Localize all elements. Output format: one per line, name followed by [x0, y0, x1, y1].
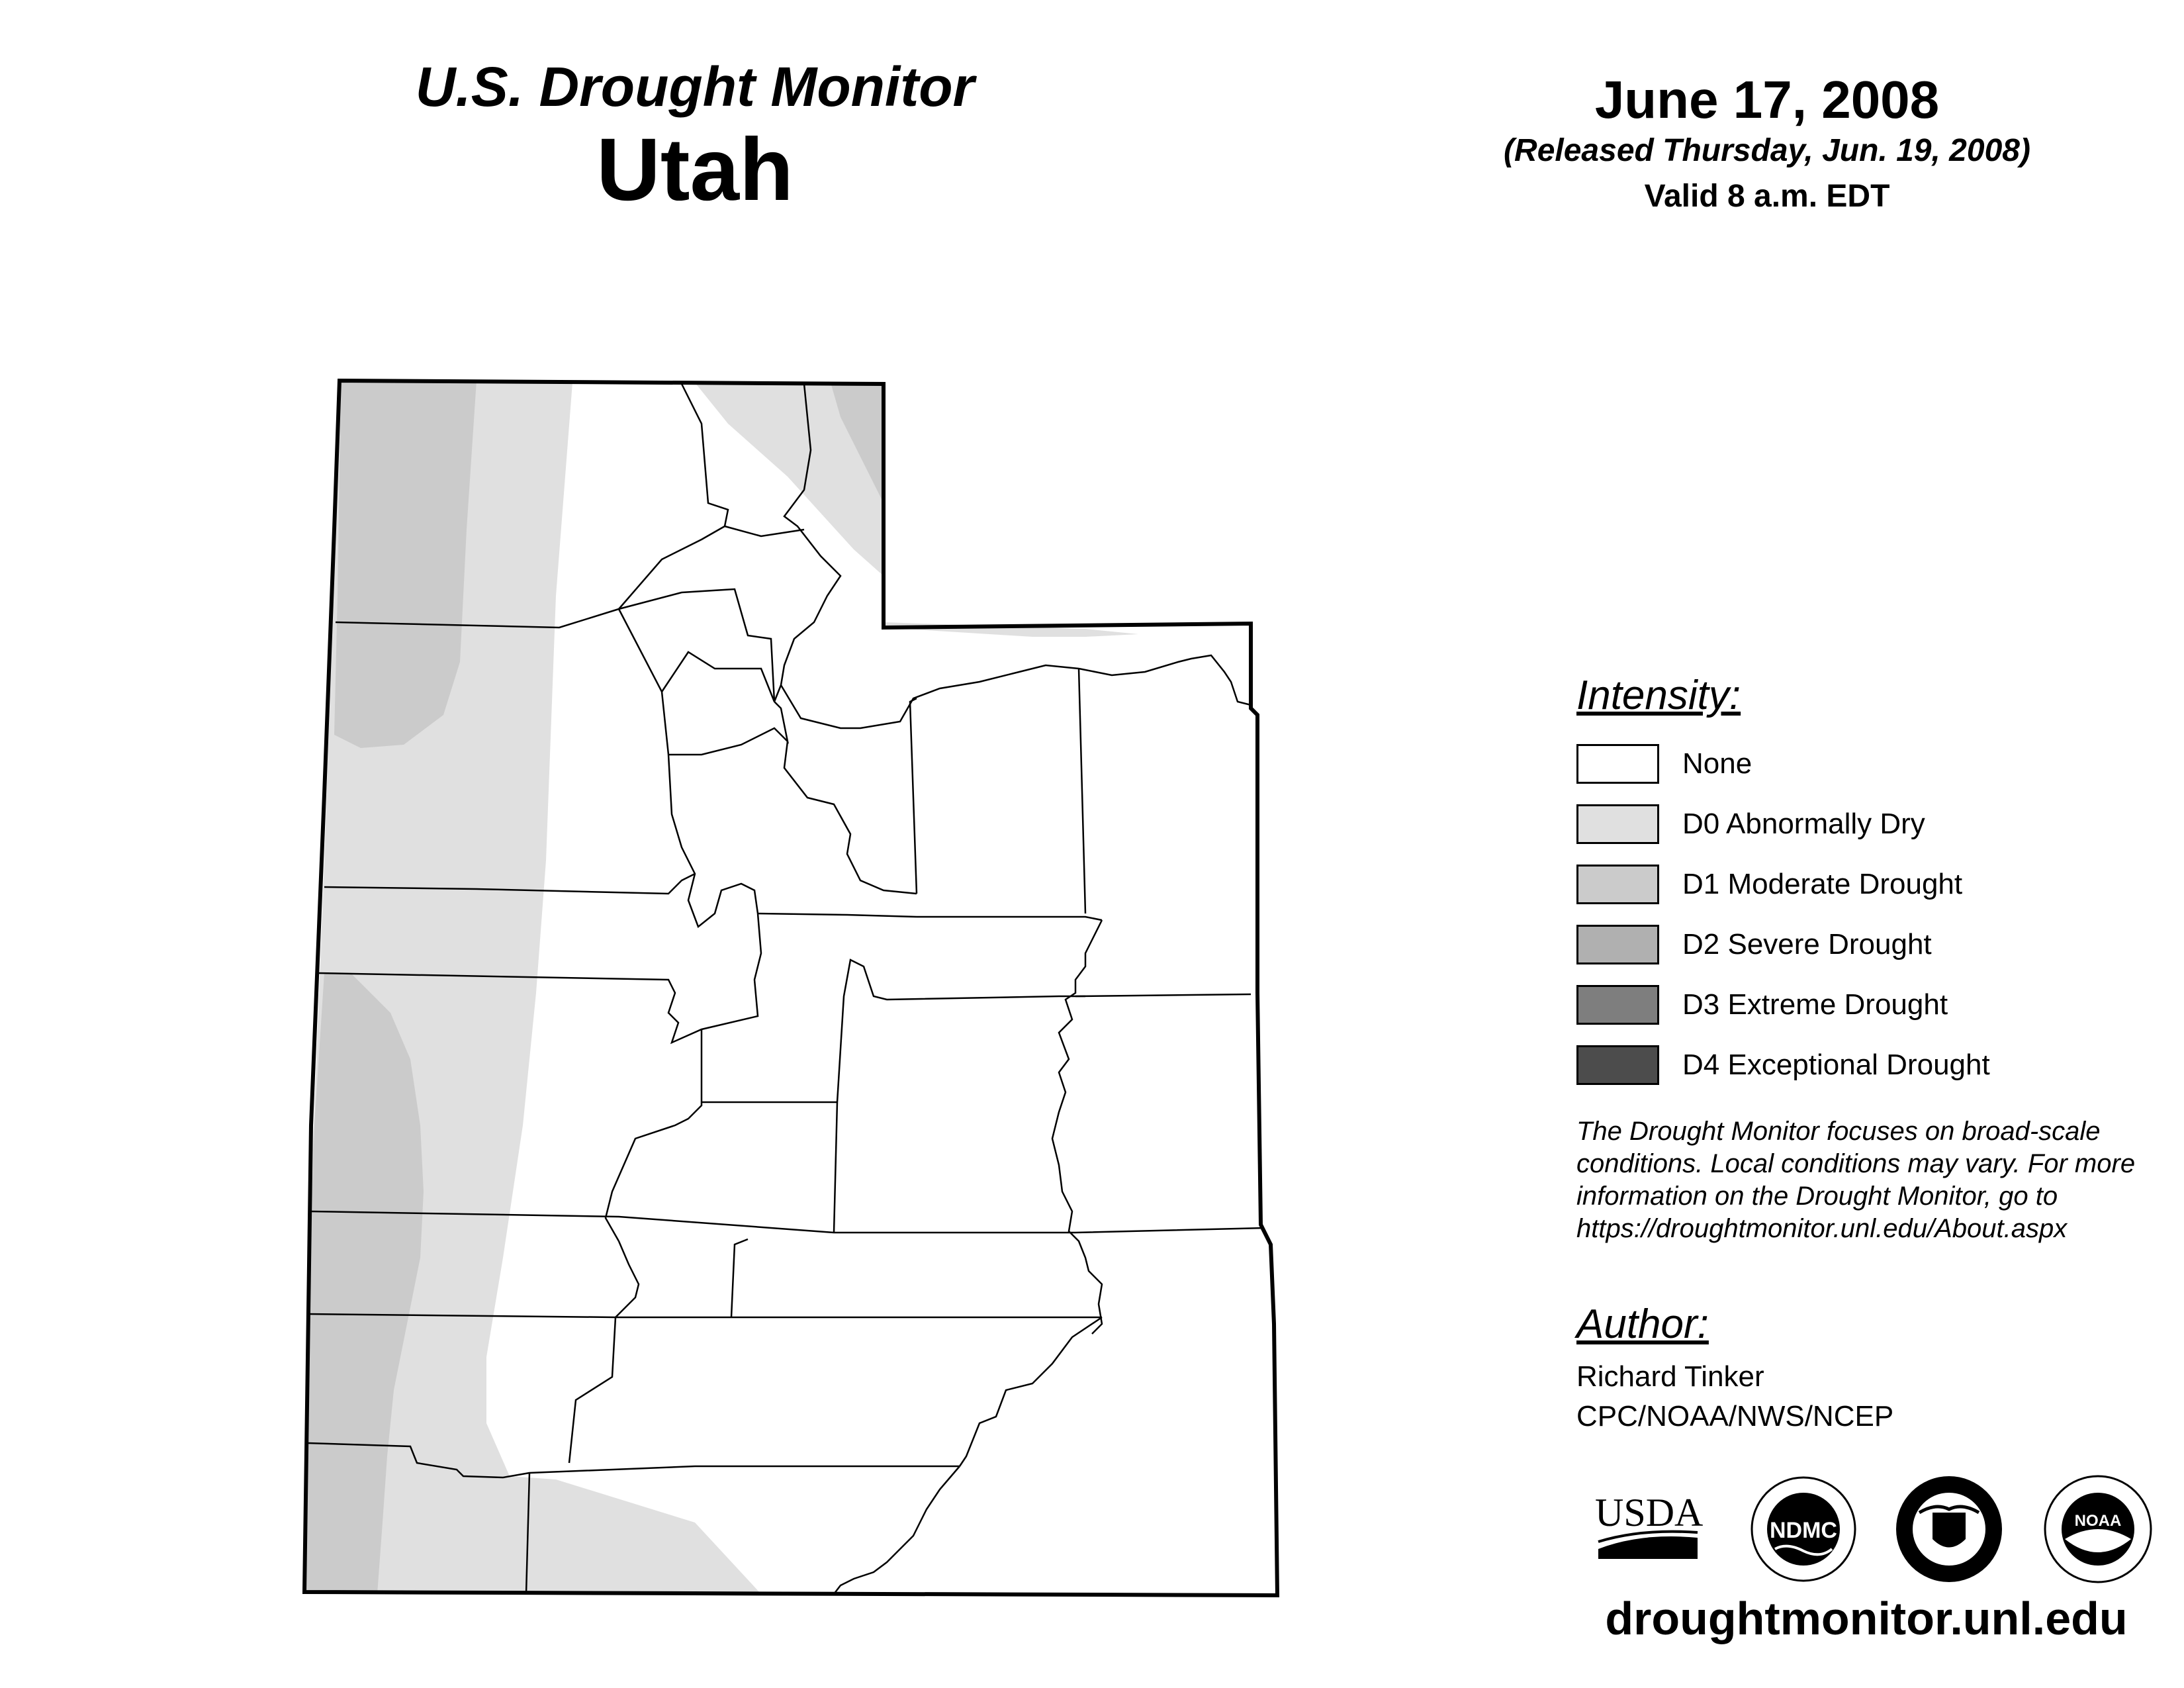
legend-swatch	[1576, 865, 1659, 904]
legend-swatch	[1576, 1045, 1659, 1085]
county-line	[668, 755, 758, 927]
noaa-logo	[2045, 1476, 2151, 1582]
county-line	[619, 609, 668, 755]
county-line	[619, 589, 774, 702]
valid-time: Valid 8 a.m. EDT	[1644, 179, 1890, 214]
legend-item-d4	[1576, 1035, 2172, 1095]
legend-item-d1	[1576, 854, 2172, 914]
county-line	[1052, 920, 1102, 1334]
county-line	[837, 960, 1085, 1102]
county-line	[1079, 669, 1085, 914]
county-line	[758, 914, 917, 917]
partner-logos	[1588, 1473, 2171, 1592]
usda-logo	[1595, 1491, 1703, 1559]
ndmc-logo	[1752, 1477, 1855, 1581]
map-title: U.S. Drought Monitor	[415, 56, 975, 118]
legend-item-d3	[1576, 974, 2172, 1035]
legend-label: D4 Exceptional Drought	[1682, 1048, 1990, 1081]
legend	[1576, 672, 2172, 1095]
county-line	[784, 741, 917, 894]
county-line	[1079, 655, 1251, 705]
legend-title: Intensity:	[1576, 673, 1741, 718]
county-line	[960, 1317, 1102, 1466]
county-line	[917, 917, 1102, 920]
author-org: CPC/NOAA/NWS/NCEP	[1576, 1400, 1894, 1432]
eagle-shield-icon	[1933, 1513, 1966, 1548]
ndmc-logo-text: NDMC	[1770, 1518, 1837, 1543]
disclaimer-line: conditions. Local conditions may vary. For more	[1576, 1149, 2136, 1178]
county-line	[569, 1317, 615, 1463]
legend-label: D0 Abnormally Dry	[1682, 807, 1925, 840]
county-line	[731, 1239, 748, 1317]
county-line	[668, 702, 788, 755]
disclaimer-link[interactable]: https://droughtmonitor.unl.edu/About.aspx	[1576, 1214, 2068, 1243]
website-link[interactable]: droughtmonitor.unl.edu	[1605, 1593, 2128, 1644]
legend-swatch	[1576, 804, 1659, 844]
legend-label: D1 Moderate Drought	[1682, 867, 1963, 900]
legend-item-none	[1576, 733, 2172, 794]
author-title: Author:	[1576, 1301, 1709, 1347]
county-line	[1075, 994, 1251, 996]
county-line	[606, 1029, 702, 1241]
legend-label: D3 Extreme Drought	[1682, 988, 1948, 1021]
legend-swatch	[1576, 744, 1659, 784]
county-line	[781, 665, 1079, 728]
legend-label: D2 Severe Drought	[1682, 927, 1932, 961]
disclaimer-line: The Drought Monitor focuses on broad-scale	[1576, 1117, 2101, 1146]
legend-item-d0	[1576, 794, 2172, 854]
disclaimer-line: information on the Drought Monitor, go to	[1576, 1182, 2058, 1211]
legend-swatch	[1576, 985, 1659, 1025]
release-date: (Released Thursday, Jun. 19, 2008)	[1504, 133, 2030, 168]
county-line	[834, 1466, 960, 1594]
legend-label: None	[1682, 747, 1752, 780]
county-line	[619, 526, 804, 609]
county-line	[910, 698, 917, 894]
author-block	[1576, 1301, 2172, 1436]
county-line	[834, 1102, 837, 1233]
commerce-logo	[1896, 1476, 2002, 1582]
noaa-logo-text: NOAA	[2074, 1512, 2122, 1530]
county-line	[662, 652, 774, 702]
legend-item-d2	[1576, 914, 2172, 974]
usda-logo-text: USDA	[1595, 1491, 1704, 1534]
county-line	[615, 1241, 639, 1317]
disclaimer	[1576, 1115, 2179, 1245]
legend-swatch	[1576, 925, 1659, 964]
author-name: Richard Tinker	[1576, 1360, 1764, 1393]
map-region: Utah	[596, 120, 794, 220]
usda-logo-hills	[1598, 1536, 1698, 1559]
map-date: June 17, 2008	[1594, 70, 1940, 129]
